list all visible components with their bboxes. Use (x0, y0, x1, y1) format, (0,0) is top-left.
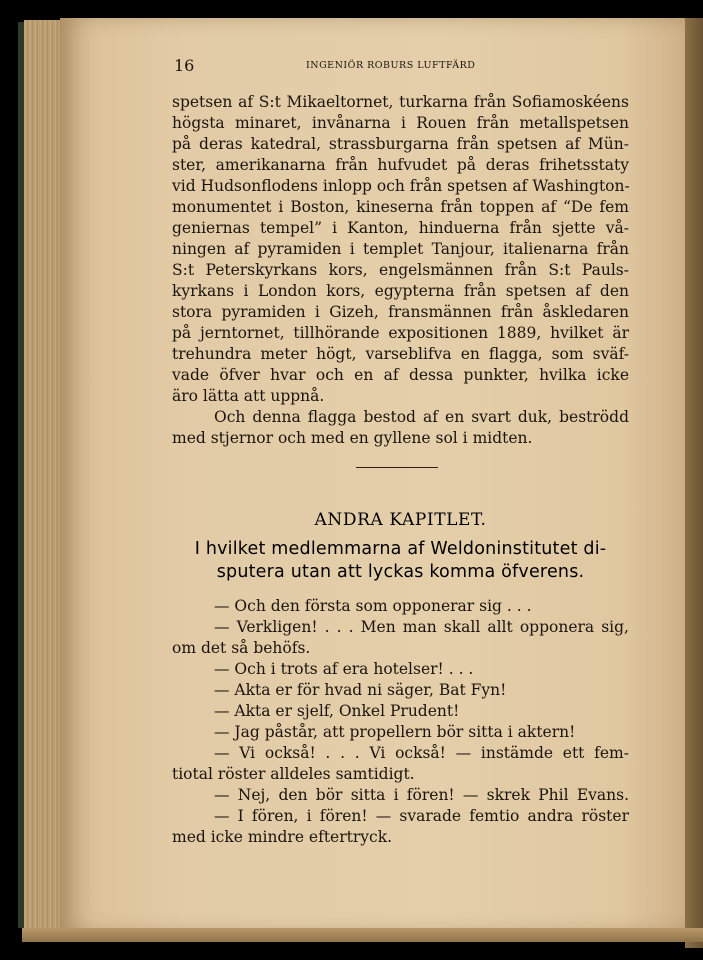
dialogue-line: — Vi också! . . . Vi också! — instämde ett fem- (214, 744, 629, 762)
text-line: Och denna flagga bestod af en svart duk, beströdd (214, 408, 629, 426)
text-line: geniernas tempel” i Kanton, hinduerna från sjette vå- (172, 219, 629, 237)
dialogue-line: — Och i trots af era hotelser! . . . (214, 660, 474, 678)
dialogue-line: med icke mindre eftertryck. (172, 828, 393, 846)
section-divider (356, 467, 438, 468)
chapter-title: ANDRA KAPITLET. (314, 510, 487, 530)
bottom-page-edge (22, 928, 703, 942)
dialogue-line: — I fören, i fören! — svarade femtio andra röster (214, 807, 629, 825)
text-line: kyrkans i London kors, egypterna från spetsen af den (172, 282, 629, 300)
text-line: på deras katedral, strassburgarna från spetsen af Mün- (172, 135, 629, 153)
text-line: S:t Peterskyrkans kors, engelsmännen från S:t Pauls- (172, 261, 629, 279)
dialogue-line: tiotal röster alldeles samtidigt. (172, 765, 415, 783)
right-page-edge (685, 18, 703, 948)
text-line: högsta minaret, invånarna i Rouen från metallspetsen (172, 114, 629, 132)
page-header (174, 56, 630, 78)
text-line: ningen af pyramiden i templet Tanjour, italienarna från (172, 240, 629, 258)
dialogue-line: om det så behöfs. (172, 639, 311, 657)
text-line: med stjernor och med en gyllene sol i midten. (172, 429, 533, 447)
running-head: INGENIÖR ROBURS LUFTFÄRD (306, 60, 476, 71)
dialogue-line: — Och den första som opponerar sig . . . (214, 597, 532, 615)
page-number: 16 (174, 56, 195, 75)
text-line: äro lätta att uppnå. (172, 387, 325, 405)
dialogue-line: — Jag påstår, att propellern bör sitta i aktern! (214, 723, 576, 741)
text-line: ster, amerikanarna från hufvudet på deras frihetsstaty (172, 156, 629, 174)
text-line: vade öfver hvar och en af dessa punkter, hvilka icke (172, 366, 629, 384)
text-line: monumentet i Boston, kineserna från toppen af “De fem (172, 198, 629, 216)
dialogue-line: — Akta er för hvad ni säger, Bat Fyn! (214, 681, 507, 699)
text-line: spetsen af S:t Mikaeltornet, turkarna från Sofiamoskéens (172, 93, 629, 111)
text-line: på jerntornet, tillhörande expositionen 1889, hvilket är (172, 324, 629, 342)
dialogue-line: — Akta er sjelf, Onkel Prudent! (214, 702, 460, 720)
chapter-subtitle-line: I hvilket medlemmarna af Weldoninstitutet di- (194, 539, 607, 559)
text-line: stora pyramiden i Gizeh, fransmännen från åskledaren (172, 303, 629, 321)
chapter-subtitle-line: sputera utan att lyckas komma öfverens. (216, 562, 585, 582)
dialogue-line: — Nej, den bör sitta i fören! — skrek Phil Evans. (214, 786, 629, 804)
text-line: vid Hudsonflodens inlopp och från spetsen af Washington- (172, 177, 630, 195)
text-line: trehundra meter högt, varseblifva en flagga, som sväf- (172, 345, 629, 363)
dialogue-line: — Verkligen! . . . Men man skall allt opponera sig, (214, 618, 629, 636)
